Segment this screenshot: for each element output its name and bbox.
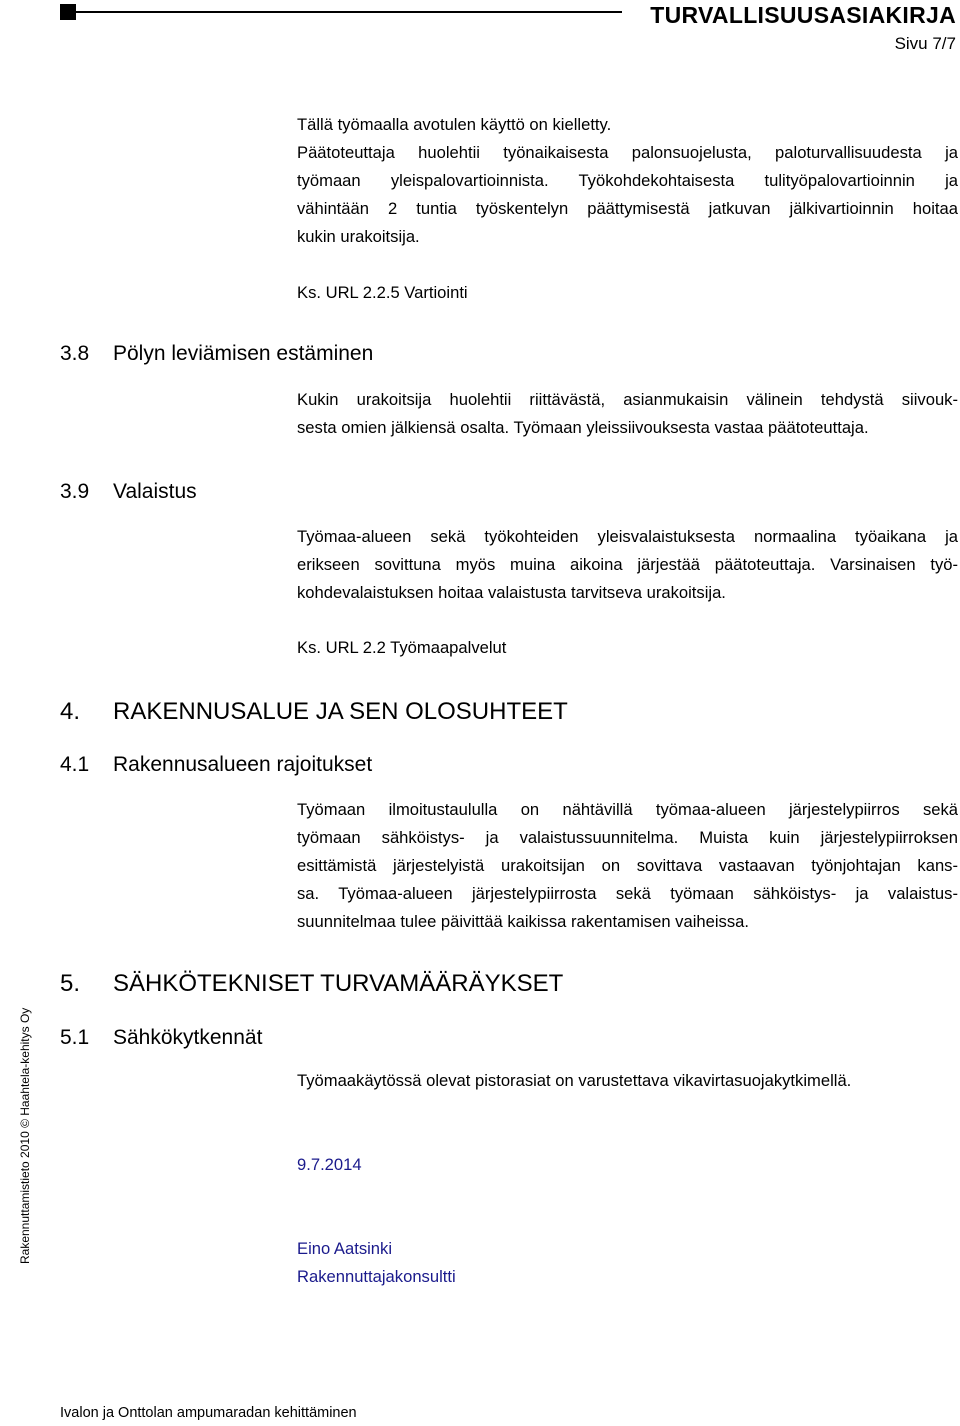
section-heading-5-1 [60, 1026, 262, 1050]
chapter-heading-4 [60, 698, 568, 726]
intro-line: vähintään 2 tuntia työskentelyn päättymisestä jatkuvan jälkivartioinnin hoitaa [297, 199, 958, 218]
chapter-number: 5. [60, 970, 81, 997]
section-number: 3.9 [60, 480, 90, 503]
section-heading-3-9 [60, 480, 197, 504]
intro-reference [297, 279, 958, 307]
paragraph-line: kohdevalaistuksen hoitaa valaistusta tarvitseva urakoitsija. [297, 583, 726, 602]
section-3-9-paragraph [297, 523, 958, 607]
header-rule [76, 11, 622, 13]
section-number: 5.1 [60, 1026, 90, 1049]
paragraph-line: sesta omien jälkiensä osalta. Työmaan yleissiivouksesta vastaa päätoteuttaja. [297, 418, 869, 437]
paragraph-line: Kukin urakoitsija huolehtii riittävästä, asianmukaisin välinein tehdystä siivouk- [297, 390, 958, 409]
section-number: 3.8 [60, 342, 90, 365]
paragraph-line: Työmaakäytössä olevat pistorasiat on varustettava vikavirtasuojakytkimellä. [297, 1071, 852, 1090]
signature-block [297, 1235, 958, 1291]
date-text: 9.7.2014 [297, 1155, 362, 1174]
document-title: TURVALLISUUSASIAKIRJA [650, 2, 956, 28]
paragraph-line: työmaan sähköistys- ja valaistussuunnitelma. Muista kuin järjestelypiirroksen [297, 828, 958, 847]
chapter-title: SÄHKÖTEKNISET TURVAMÄÄRÄYKSET [113, 970, 564, 997]
paragraph-line: Työmaa-alueen sekä työkohteiden yleisvalaistuksesta normaalina työaikana ja [297, 527, 958, 546]
section-3-9-reference [297, 634, 958, 662]
side-copyright-text: Rakennuttamistieto 2010 © Haahtela-kehitys Oy [18, 1007, 32, 1264]
chapter-title: RAKENNUSALUE JA SEN OLOSUHTEET [113, 698, 568, 725]
page-number: Sivu 7/7 [894, 34, 956, 53]
paragraph-line: suunnitelmaa tulee päivittää kaikissa rakentamisen vaiheissa. [297, 912, 749, 931]
section-5-1-paragraph [297, 1067, 958, 1095]
section-title: Pölyn leviämisen estäminen [113, 342, 374, 365]
footer-project-name: Ivalon ja Onttolan ampumaradan kehittäminen [60, 1405, 357, 1421]
paragraph-line: esittämistä järjestelyistä urakoitsijan on sovittava vastaavan työnjohtajan kans- [297, 856, 958, 875]
signer-name: Eino Aatsinki [297, 1239, 393, 1258]
chapter-heading-5 [60, 970, 563, 998]
reference-text: Ks. URL 2.2.5 Vartiointi [297, 283, 468, 302]
reference-text: Ks. URL 2.2 Työmaapalvelut [297, 638, 507, 657]
section-title: Rakennusalueen rajoitukset [113, 753, 373, 776]
intro-line: Tällä työmaalla avotulen käyttö on kielletty. [297, 115, 612, 134]
section-number: 4.1 [60, 753, 90, 776]
paragraph-line: sa. Työmaa-alueen järjestelypiirrosta sekä työmaan sähköistys- ja valaistus- [297, 884, 958, 903]
paragraph-line: Työmaan ilmoitustaululla on nähtävillä työmaa-alueen järjestelypiirros sekä [297, 800, 958, 819]
intro-line: kukin urakoitsija. [297, 227, 420, 246]
section-4-1-paragraph [297, 796, 958, 936]
intro-line: Päätoteuttaja huolehtii työnaikaisesta palonsuojelusta, paloturvallisuudesta ja [297, 143, 958, 162]
section-title: Valaistus [113, 480, 197, 503]
section-heading-3-8 [60, 342, 373, 366]
section-heading-4-1 [60, 753, 372, 777]
intro-paragraph [297, 111, 958, 251]
intro-line: työmaan yleispalovartioinnista. Työkohdekohtaisesta tulityöpalovartioinnin ja [297, 171, 958, 190]
signer-role: Rakennuttajakonsultti [297, 1267, 456, 1286]
paragraph-line: erikseen sovittuna myös muina aikoina järjestää päätoteuttaja. Varsinaisen työ- [297, 555, 958, 574]
section-title: Sähkökytkennät [113, 1026, 263, 1049]
chapter-number: 4. [60, 698, 81, 725]
signature-date [297, 1151, 958, 1179]
section-3-8-paragraph [297, 386, 958, 442]
header-square [60, 4, 76, 20]
